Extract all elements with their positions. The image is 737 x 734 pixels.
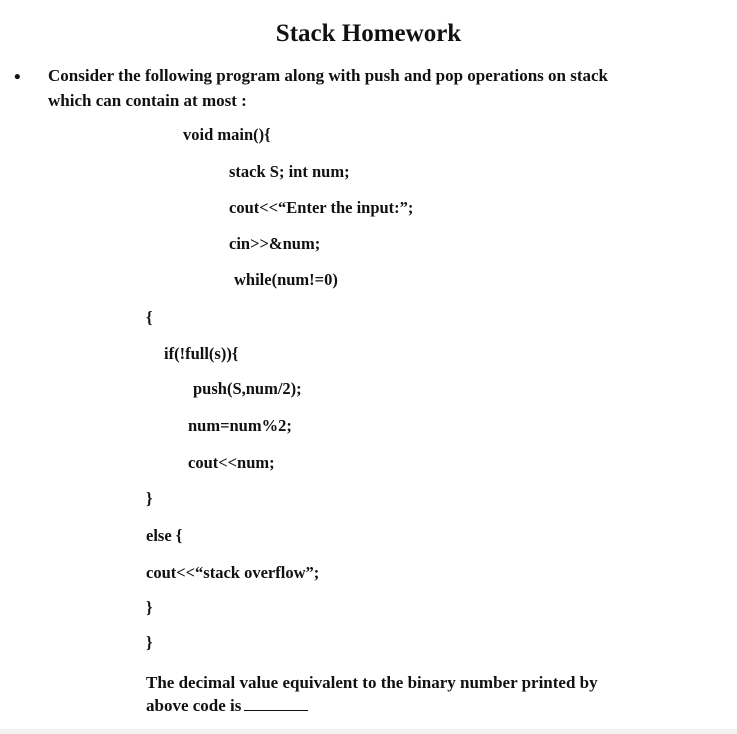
code-line-cout-overflow: cout<<“stack overflow”; <box>146 563 320 582</box>
code-line-else: else { <box>146 526 183 545</box>
code-line-cout-prompt: cout<<“Enter the input:”; <box>229 198 414 217</box>
page-title: Stack Homework <box>275 20 462 47</box>
question-line-2: which can contain at most : <box>48 91 247 110</box>
code-line-push: push(S,num/2); <box>193 379 302 398</box>
code-line-open-brace: { <box>146 308 153 327</box>
bullet-icon: • <box>14 67 21 88</box>
question-line-1: Consider the following program along with push and pop operations on stack <box>48 66 609 85</box>
code-line-cout-num: cout<<num; <box>188 453 275 472</box>
code-line-close-while: } <box>146 633 153 652</box>
bottom-divider <box>0 729 737 734</box>
code-line-if: if(!full(s)){ <box>164 344 239 363</box>
code-line-main: void main(){ <box>183 125 271 144</box>
code-line-declaration: stack S; int num; <box>229 162 350 181</box>
answer-blank <box>244 696 308 711</box>
code-line-modulo: num=num%2; <box>188 416 292 435</box>
code-line-close-if: } <box>146 489 153 508</box>
final-question-line-2 <box>146 696 308 714</box>
code-line-cin: cin>>&num; <box>229 234 321 253</box>
code-line-while: while(num!=0) <box>234 270 338 289</box>
final-question-line-1: The decimal value equivalent to the binary number printed by <box>146 673 598 692</box>
final-question-text: above code is <box>146 696 242 715</box>
code-line-close-else: } <box>146 598 153 617</box>
